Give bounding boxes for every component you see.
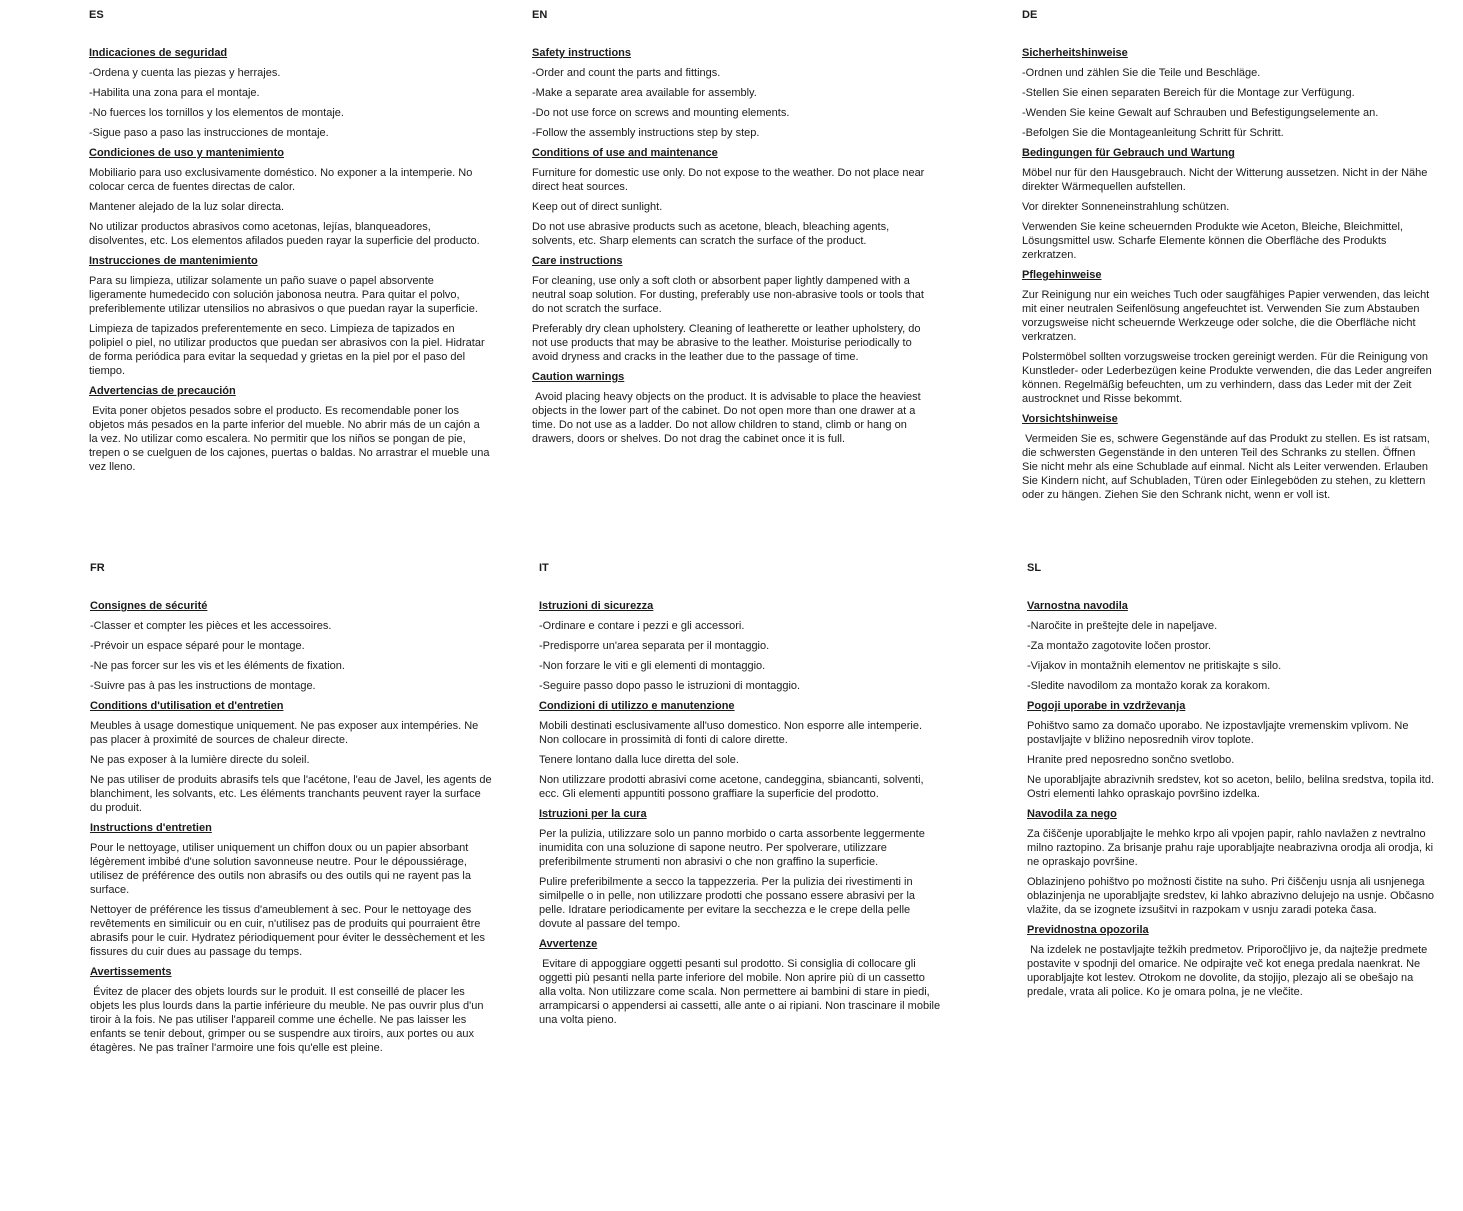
section-it: [539, 561, 944, 1033]
section-heading: Conditions d'utilisation et d'entretien: [90, 700, 284, 712]
section-paragraph: Za čiščenje uporabljajte le mehko krpo ali vpojen papir, rahlo navlažen z nevtralno milno raztopino. Za brisanje prahu raje uporabljajte neabrazivna orodja ali orodja, ki ne opraskajo površine.: [1027, 828, 1437, 868]
section-paragraph: Vermeiden Sie es, schwere Gegenstände auf das Produkt zu stellen. Es ist ratsam, die schwersten Gegenstände in den unteren Teil des Schranks zu stellen. Öffnen Sie nicht mehr als eine Schublade auf einmal. Nicht als Leiter verwenden. Erlauben Sie Kindern nicht, auf Schubladen, Türen oder Einlegeböden zu stehen, zu klettern oder zu hängen. Ziehen Sie den Schrank nicht, wenn er voll ist.: [1022, 433, 1433, 501]
section-paragraph: Tenere lontano dalla luce diretta del sole.: [539, 754, 739, 766]
section-paragraph: -Vijakov in montažnih elementov ne pritiskajte s silo.: [1027, 660, 1282, 672]
section-paragraph: Limpieza de tapizados preferentemente en seco. Limpieza de tapizados en polipiel o piel, no utilizar productos que puedan ser abrasivos con la piel. Hidratar de forma periódica para evitar la sequedad y grietas en la piel por el paso del tiempo.: [89, 323, 488, 377]
language-code-label: EN: [532, 9, 548, 21]
section-heading: Care instructions: [532, 255, 623, 267]
section-heading: Instructions d'entretien: [90, 822, 212, 834]
section-paragraph: -Do not use force on screws and mounting elements.: [532, 107, 790, 119]
section-paragraph: Keep out of direct sunlight.: [532, 201, 663, 213]
section-paragraph: -Stellen Sie einen separaten Bereich für die Montage zur Verfügung.: [1022, 87, 1355, 99]
section-paragraph: -Ne pas forcer sur les vis et les éléments de fixation.: [90, 660, 345, 672]
section-paragraph: For cleaning, use only a soft cloth or absorbent paper lightly dampened with a neutral soap solution. For dusting, preferably use non-abrasive tools or tools that do not scratch the surface.: [532, 275, 928, 315]
language-code-label: FR: [90, 562, 105, 574]
section-paragraph: -Prévoir un espace séparé pour le montage.: [90, 640, 305, 652]
section-paragraph: -Sigue paso a paso las instrucciones de montaje.: [89, 127, 329, 139]
section-paragraph: -Classer et compter les pièces et les accessoires.: [90, 620, 332, 632]
section-content: [90, 599, 495, 1055]
section-paragraph: -Predisporre un'area separata per il montaggio.: [539, 640, 770, 652]
section-content: [1027, 599, 1439, 999]
section-paragraph: -Suivre pas à pas les instructions de montage.: [90, 680, 316, 692]
section-paragraph: Na izdelek ne postavljajte težkih predmetov. Priporočljivo je, da najtežje predmete postavite v spodnji del omarice. Ne odpirajte več kot enega predala naenkrat. Ne uporabljajte kot lestev. Otrokom ne dovolite, da stojijo, plezajo ali se obešajo na predale, vrata ali police. Ko je omara polna, je ne vlečite.: [1027, 944, 1431, 998]
section-heading: Consignes de sécurité: [90, 600, 208, 612]
section-paragraph: Polstermöbel sollten vorzugsweise trocken gereinigt werden. Für die Reinigung von Kunstleder- oder Lederbezügen keine Produkte verwenden, die das Leder angreifen können. Regelmäßig befeuchten, um zu verhindern, dass das Leder mit der Zeit austrocknet und Risse bekommt.: [1022, 351, 1435, 405]
section-heading: Pogoji uporabe in vzdrževanja: [1027, 700, 1186, 712]
section-heading: Navodila za nego: [1027, 808, 1117, 820]
language-code-label: SL: [1027, 562, 1042, 574]
section-paragraph: Pohištvo samo za domačo uporabo. Ne izpostavljajte vremenskim vplivom. Ne postavljajte v bližino neposrednih virov toplote.: [1027, 720, 1412, 746]
section-fr: [90, 561, 495, 1061]
section-paragraph: -Za montažo zagotovite ločen prostor.: [1027, 640, 1212, 652]
section-paragraph: Preferably dry clean upholstery. Cleaning of leatherette or leather upholstery, do not use products that may be abrasive to the leather. Moisturise periodically to avoid dryness and cracks in the leather due to the passage of time.: [532, 323, 924, 363]
section-heading: Istruzioni di sicurezza: [539, 600, 654, 612]
section-content: [539, 599, 944, 1027]
section-paragraph: Do not use abrasive products such as acetone, bleach, bleaching agents, solvents, etc. Sharp elements can scratch the surface of the product.: [532, 221, 893, 247]
section-paragraph: -Ordnen und zählen Sie die Teile und Beschläge.: [1022, 67, 1261, 79]
section-paragraph: Nettoyer de préférence les tissus d'ameublement à sec. Pour le nettoyage des revêtements en similicuir ou en cuir, n'utilisez pas de produits qui pourraient être abrasifs pour le cuir. Hydratez périodiquement pour éviter le dessèchement et les fissures du cuir dues au passage du temps.: [90, 904, 489, 958]
section-content: [532, 46, 934, 446]
section-content: [1022, 46, 1434, 502]
section-paragraph: -Wenden Sie keine Gewalt auf Schrauben und Befestigungselemente an.: [1022, 107, 1379, 119]
section-paragraph: -Ordinare e contare i pezzi e gli accessori.: [539, 620, 745, 632]
section-paragraph: -Non forzare le viti e gli elementi di montaggio.: [539, 660, 766, 672]
section-sl: [1027, 561, 1439, 1005]
section-paragraph: Furniture for domestic use only. Do not expose to the weather. Do not place near direct heat sources.: [532, 167, 928, 193]
section-heading: Advertencias de precaución: [89, 385, 236, 397]
section-heading: Sicherheitshinweise: [1022, 47, 1128, 59]
section-es: [89, 8, 491, 480]
section-paragraph: Evita poner objetos pesados sobre el producto. Es recomendable poner los objetos más pesados en la parte inferior del mueble. No abrir más de un cajón a la vez. No utilizar como escalera. No permitir que los niños se pongan de pie, trepen o se cuelguen de los cajones, puertas o baldas. No arrastrar el mueble una vez lleno.: [89, 405, 493, 473]
section-heading: Pflegehinweise: [1022, 269, 1102, 281]
section-en: [532, 8, 934, 452]
section-paragraph: -Order and count the parts and fittings.: [532, 67, 721, 79]
section-de: [1022, 8, 1434, 508]
section-paragraph: No utilizar productos abrasivos como acetonas, lejías, blanqueadores, disolventes, etc. Los elementos afilados pueden rayar la superficie del producto.: [89, 221, 480, 247]
section-paragraph: Oblazinjeno pohištvo po možnosti čistite na suho. Pri čiščenju usnja ali usnjenega oblazinjenja ne uporabljajte sredstev, ki lahko abrazivno delujejo na usnje. Občasno vlažite, da se izognete izsušitvi in razpokam v usnju zaradi poteka časa.: [1027, 876, 1438, 916]
section-paragraph: Mobiliario para uso exclusivamente doméstico. No exponer a la intemperie. No colocar cerca de fuentes directas de calor.: [89, 167, 476, 193]
section-paragraph: -Sledite navodilom za montažo korak za korakom.: [1027, 680, 1271, 692]
section-heading: Avvertenze: [539, 938, 598, 950]
language-code-label: IT: [539, 562, 549, 574]
section-paragraph: Ne pas utiliser de produits abrasifs tels que l'acétone, l'eau de Javel, les agents de blanchiment, les solvants, etc. Les éléments tranchants peuvent rayer la surface du produit.: [90, 774, 495, 814]
section-paragraph: -Follow the assembly instructions step by step.: [532, 127, 760, 139]
section-paragraph: Mobili destinati esclusivamente all'uso domestico. Non esporre alle intemperie. Non collocare in prossimità di fonti di calore dirette.: [539, 720, 926, 746]
section-paragraph: Möbel nur für den Hausgebrauch. Nicht der Witterung aussetzen. Nicht in der Nähe direkter Wärmequellen aufstellen.: [1022, 167, 1431, 193]
section-heading: Condizioni di utilizzo e manutenzione: [539, 700, 735, 712]
section-heading: Condiciones de uso y mantenimiento: [89, 147, 284, 159]
section-heading: Indicaciones de seguridad: [89, 47, 228, 59]
section-heading: Vorsichtshinweise: [1022, 413, 1118, 425]
section-heading: Instrucciones de mantenimiento: [89, 255, 258, 267]
section-paragraph: Pour le nettoyage, utiliser uniquement un chiffon doux ou un papier absorbant légèrement imbibé d'une solution savonneuse neutre. Pour le dépoussiérage, utilisez de préférence des outils non abrasifs ou des outils qui ne rayent pas la surface.: [90, 842, 475, 896]
section-heading: Avertissements: [90, 966, 172, 978]
section-paragraph: Zur Reinigung nur ein weiches Tuch oder saugfähiges Papier verwenden, das leicht mit einer neutralen Seifenlösung angefeuchtet ist. Verwenden Sie zum Abstauben vorzugsweise nicht scheuernde Werkzeuge oder solche, die die Oberfläche nicht verkratzen.: [1022, 289, 1433, 343]
language-code-label: DE: [1022, 9, 1038, 21]
section-paragraph: -Habilita una zona para el montaje.: [89, 87, 260, 99]
section-paragraph: -Befolgen Sie die Montageanleitung Schritt für Schritt.: [1022, 127, 1284, 139]
section-paragraph: -Naročite in preštejte dele in napeljave.: [1027, 620, 1218, 632]
section-paragraph: Ne uporabljajte abrazivnih sredstev, kot so aceton, belilo, belilna sredstva, topila itd. Ostri elementi lahko opraskajo površino izdelka.: [1027, 774, 1438, 800]
section-paragraph: Evitare di appoggiare oggetti pesanti sul prodotto. Si consiglia di collocare gli oggetti più pesanti nella parte inferiore del mobile. Non aprire più di un cassetto alla volta. Non utilizzare come scala. Non permettere ai bambini di stare in piedi, arrampicarsi o appendersi ai cassetti, alle ante o ai ripiani. Non trascinare il mobile una volta pieno.: [539, 958, 944, 1026]
section-paragraph: -No fuerces los tornillos y los elementos de montaje.: [89, 107, 344, 119]
section-heading: Caution warnings: [532, 371, 625, 383]
section-heading: Safety instructions: [532, 47, 632, 59]
section-paragraph: Vor direkter Sonneneinstrahlung schützen.: [1022, 201, 1230, 213]
section-paragraph: -Make a separate area available for assembly.: [532, 87, 757, 99]
section-heading: Previdnostna opozorila: [1027, 924, 1149, 936]
section-heading: Conditions of use and maintenance: [532, 147, 718, 159]
section-paragraph: Para su limpieza, utilizar solamente un paño suave o papel absorvente ligeramente humedecido con solución jabonosa neutra. Para quitar el polvo, preferiblemente utilizar utensilios no abrasivos o que puedan rayar la superficie.: [89, 275, 478, 315]
language-code-label: ES: [89, 9, 104, 21]
section-paragraph: -Seguire passo dopo passo le istruzioni di montaggio.: [539, 680, 801, 692]
section-paragraph: Non utilizzare prodotti abrasivi come acetone, candeggina, sbiancanti, solventi, ecc. Gli elementi appuntiti possono graffiare la superficie del prodotto.: [539, 774, 927, 800]
section-paragraph: Verwenden Sie keine scheuernden Produkte wie Aceton, Bleiche, Bleichmittel, Lösungsmittel usw. Scharfe Elemente können die Oberfläche des Produkts zerkratzen.: [1022, 221, 1407, 261]
section-heading: Bedingungen für Gebrauch und Wartung: [1022, 147, 1235, 159]
section-paragraph: Per la pulizia, utilizzare solo un panno morbido o carta assorbente leggermente inumidita con una soluzione di sapone neutro. Per spolverare, utilizzare preferibilmente strumenti non abrasivi o che non graffino la superficie.: [539, 828, 928, 868]
section-paragraph: Meubles à usage domestique uniquement. Ne pas exposer aux intempéries. Ne pas placer à proximité de sources de chaleur directe.: [90, 720, 482, 746]
section-paragraph: -Ordena y cuenta las piezas y herrajes.: [89, 67, 281, 79]
section-paragraph: Hranite pred neposredno sončno svetlobo.: [1027, 754, 1235, 766]
section-paragraph: Pulire preferibilmente a secco la tappezzeria. Per la pulizia dei rivestimenti in similpelle o in pelle, non utilizzare prodotti che possano essere abrasivi per la pelle. Idratare periodicamente per evitare la secchezza e le crepe della pelle dovute al passare del tempo.: [539, 876, 919, 930]
section-heading: Istruzioni per la cura: [539, 808, 647, 820]
section-paragraph: Avoid placing heavy objects on the product. It is advisable to place the heaviest objects in the lower part of the cabinet. Do not open more than one drawer at a time. Do not use as a ladder. Do not allow children to stand, climb or hang on drawers, doors or shelves. Do not drag the cabinet once it is full.: [532, 391, 924, 445]
section-heading: Varnostna navodila: [1027, 600, 1128, 612]
section-paragraph: Évitez de placer des objets lourds sur le produit. Il est conseillé de placer les objets les plus lourds dans la partie inférieure du meuble. Ne pas ouvrir plus d'un tiroir à la fois. Ne pas utiliser l'appareil comme une échelle. Ne pas laisser les enfants se tenir debout, grimper ou se suspendre aux tiroirs, aux portes ou aux étagères. Ne pas traîner l'armoire une fois qu'elle est pleine.: [90, 986, 487, 1054]
section-paragraph: Mantener alejado de la luz solar directa.: [89, 201, 285, 213]
section-paragraph: Ne pas exposer à la lumière directe du soleil.: [90, 754, 310, 766]
section-content: [89, 46, 491, 474]
